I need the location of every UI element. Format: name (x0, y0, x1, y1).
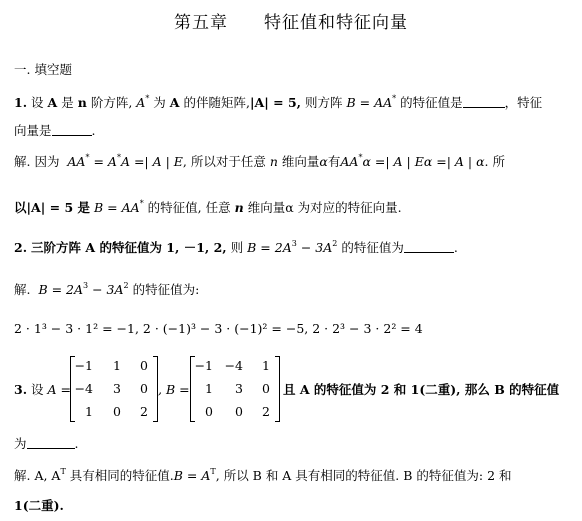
solution-1-line-2: 以|A| = 5 是 B = AA* 的特征值, 任意 n 维向量α 为对应的特征向量. (14, 199, 402, 215)
chapter-title: 第五章 特征值和特征向量 (174, 13, 408, 33)
question-1: 1. 设 A 是 n 阶方阵, A* 为 A 的伴随矩阵,|A| = 5, 则方阵 B = AA* 的特征值是 ，特征 (14, 94, 543, 110)
matrix-a: −1 1 0 −4 3 0 1 0 2 (70, 357, 158, 421)
solution-2: 解. $B = 2A^3 - 3A^2$ 的特征值为: (14, 281, 200, 297)
question-3-text: 且 A 的特征值为 2 和 1(二重), 那么 B 的特征值 (283, 382, 560, 397)
question-3-line-2: 为 . (14, 436, 79, 451)
section-heading: 一. 填空题 (14, 62, 72, 77)
calculation-line: 2 · 1³ − 3 · 1² = −1, 2 · (−1)³ − 3 · (−1)² = −5, 2 · 2³ − 3 · 2² = 4 (14, 321, 423, 336)
question-1-line-2: 向量是 . (14, 123, 96, 138)
question-3-prefix: 3. 设 A = (14, 382, 72, 397)
answer-blank (52, 124, 92, 136)
solution-3-line-2: 1(二重). (14, 498, 64, 513)
solution-3: 解. A, $A^T$ 具有相同的特征值$.B = A^T$, 所以 B 和 A 具有相同的特征值. B 的特征值为: 2 和 (14, 467, 512, 483)
answer-blank (27, 437, 75, 449)
answer-blank (404, 241, 454, 253)
answer-blank (463, 96, 505, 108)
question-2: 2. 三阶方阵 A 的特征值为 1, －1, 2, 则 $B = 2A^3 - 3A^2$ 的特征值为 . (14, 239, 458, 255)
solution-1: 解. 因为 AA* = A*A =| A | E, 所以对于任意 n 维向量α有AA*α =| A | Eα =| A | α. 所 (14, 153, 505, 169)
matrix-b-label: , B = (158, 382, 190, 397)
matrix-b: −1 −4 1 1 3 0 0 0 2 (190, 357, 280, 421)
